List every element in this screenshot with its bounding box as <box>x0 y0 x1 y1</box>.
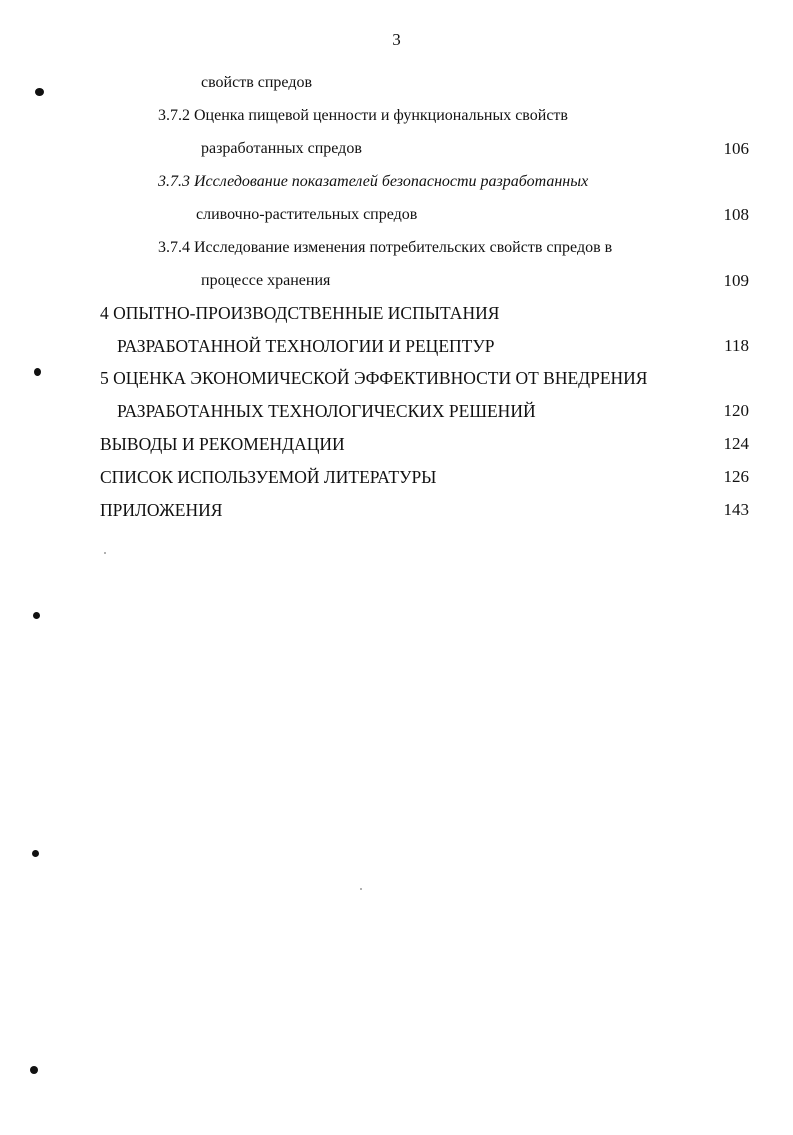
toc-entry-3-7-3-page: 108 <box>723 205 749 224</box>
toc-entry-number: 3.7.3 <box>158 173 190 190</box>
toc-chapter-5-page: 120 <box>723 401 749 420</box>
toc-entry-title: Исследование показателей безопасности разработанных <box>194 173 589 190</box>
toc-entry-3-7-2-line-2: разработанных спредов <box>201 140 362 157</box>
toc-continuation-line: свойств спредов <box>201 74 313 91</box>
binding-hole-mark <box>30 1066 38 1074</box>
toc-chapter-4-line-2: РАЗРАБОТАННОЙ ТЕХНОЛОГИИ И РЕЦЕПТУР <box>117 336 495 356</box>
toc-entry-3-7-4-page: 109 <box>723 271 749 290</box>
toc-conclusions-page: 124 <box>723 434 749 453</box>
toc-references[interactable]: СПИСОК ИСПОЛЬЗУЕМОЙ ЛИТЕРАТУРЫ <box>100 467 437 487</box>
toc-entry-number: 3.7.4 <box>158 239 190 256</box>
toc-entry-3-7-3-line-1[interactable] <box>158 171 588 193</box>
toc-appendices[interactable]: ПРИЛОЖЕНИЯ <box>100 500 223 520</box>
toc-appendices-page: 143 <box>723 500 749 519</box>
toc-entry-title: Оценка пищевой ценности и функциональных свойств <box>194 107 568 124</box>
binding-hole-mark <box>35 88 44 96</box>
toc-chapter-4-line-1[interactable]: 4 ОПЫТНО-ПРОИЗВОДСТВЕННЫЕ ИСПЫТАНИЯ <box>100 303 500 323</box>
binding-hole-mark <box>33 612 40 619</box>
toc-chapter-5-line-2: РАЗРАБОТАННЫХ ТЕХНОЛОГИЧЕСКИХ РЕШЕНИЙ <box>117 401 536 421</box>
toc-entry-3-7-2-line-1[interactable] <box>158 105 568 127</box>
toc-conclusions[interactable]: ВЫВОДЫ И РЕКОМЕНДАЦИИ <box>100 434 345 454</box>
binding-hole-mark <box>32 850 39 857</box>
toc-chapter-5-line-1[interactable]: 5 ОЦЕНКА ЭКОНОМИЧЕСКОЙ ЭФФЕКТИВНОСТИ ОТ ВНЕДРЕНИЯ <box>100 368 648 388</box>
toc-references-page: 126 <box>723 467 749 486</box>
toc-entry-3-7-3-line-2: сливочно-растительных спредов <box>196 206 418 223</box>
toc-entry-number: 3.7.2 <box>158 107 190 124</box>
toc-entry-3-7-2-page: 106 <box>723 139 749 158</box>
scan-speck <box>104 552 106 554</box>
toc-entry-3-7-4-line-1[interactable] <box>158 237 612 259</box>
page-number: 3 <box>392 30 401 49</box>
toc-entry-title: Исследование изменения потребительских свойств спредов в <box>194 239 613 256</box>
toc-entry-3-7-4-line-2: процессе хранения <box>201 272 331 289</box>
toc-chapter-4-page: 118 <box>724 336 749 355</box>
scan-speck <box>360 888 362 890</box>
binding-hole-mark <box>34 368 41 376</box>
